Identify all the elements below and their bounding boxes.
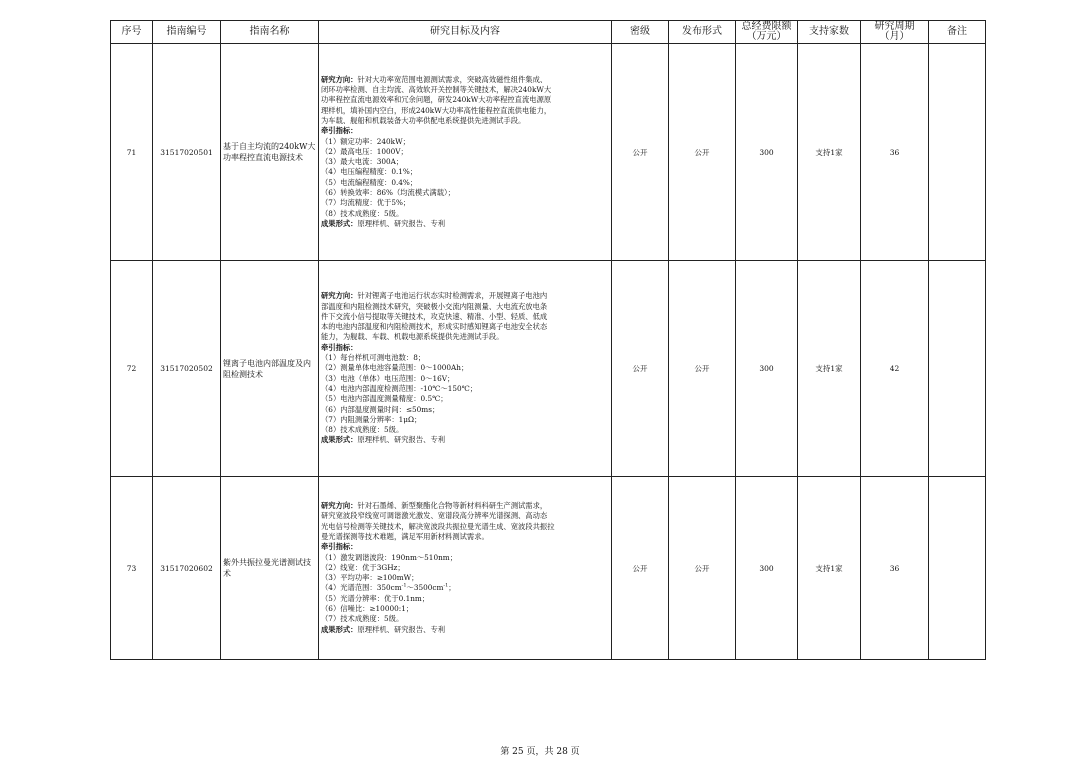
cell-period: 42 — [861, 261, 929, 477]
cell-support: 支持1家 — [798, 44, 861, 261]
cell-name: 紫外共振拉曼光谱测试技术 — [221, 477, 319, 660]
header-code: 指南编号 — [153, 21, 221, 44]
header-period: 研究周期 （月） — [861, 21, 929, 44]
direction-line-1: 研究方向：针对大功率宽范围电源测试需求，突破高效磁性组件集成、 — [321, 74, 548, 84]
index-item: （2）测量单体电池容量范围：0～1000Ah； — [321, 363, 469, 373]
cell-remark — [929, 477, 986, 660]
cell-period: 36 — [861, 44, 929, 261]
index-item: （3）电池（单体）电压范围：0～16V； — [321, 373, 455, 383]
direction-line: 功率程控直流电源效率和冗余问题，研发240kW大功率程控直流电源原 — [321, 95, 552, 105]
cell-remark — [929, 44, 986, 261]
index-item: （4）电压编程精度：0.1%； — [321, 167, 418, 177]
index-item: （6）信噪比：≥10000:1； — [321, 604, 414, 614]
cell-content — [319, 44, 612, 261]
header-row — [111, 21, 986, 44]
table-row — [111, 44, 986, 261]
index-item: （5）电流编程精度：0.4%； — [321, 177, 418, 187]
cell-publish: 公开 — [669, 44, 736, 261]
cell-code: 31517020502 — [153, 261, 221, 477]
cell-name: 锂离子电池内部温度及内阻检测技术 — [221, 261, 319, 477]
index-item: （7）均流精度：优于5%； — [321, 198, 411, 208]
direction-line: 部温度和内阻检测技术研究，突破极小交流内阻测量、大电流充放电条 — [321, 301, 548, 311]
index-item: （2）线宽：优于3GHz； — [321, 562, 405, 572]
index-item: （1）每台样机可测电池数：8； — [321, 353, 426, 363]
cell-content — [319, 477, 612, 660]
cell-seq: 72 — [111, 261, 153, 477]
cell-support: 支持1家 — [798, 477, 861, 660]
result-line: 成果形式：原理样机、研究报告、专利 — [321, 435, 446, 445]
index-item: （5）电池内部温度测量精度：0.5℃； — [321, 394, 448, 404]
index-item: （6）转换效率：86%（均流模式满载）； — [321, 188, 455, 198]
index-label: 牵引指标： — [321, 542, 358, 552]
index-item: （7）技术成熟度：5级。 — [321, 614, 404, 624]
cell-funding: 300 — [736, 477, 798, 660]
header-content: 研究目标及内容 — [319, 21, 612, 44]
cell-publish: 公开 — [669, 261, 736, 477]
cell-content — [319, 261, 612, 477]
index-item: （6）内部温度测量时间：≤50ms； — [321, 404, 440, 414]
cell-publish: 公开 — [669, 477, 736, 660]
table-row — [111, 261, 986, 477]
direction-line: 理样机，填补国内空白，形成240kW大功率高性能程控直流供电能力， — [321, 105, 552, 115]
cell-period: 36 — [861, 477, 929, 660]
direction-line: 曼光谱探测等技术难题，满足军用新材料测试需求。 — [321, 531, 489, 541]
header-secrecy: 密级 — [612, 21, 669, 44]
result-label: 成果形式： — [321, 435, 358, 445]
direction-line: 为车载、舰船和机载装备大功率供配电系统提供先进测试手段。 — [321, 115, 526, 125]
direction-line: 件下交流小信号提取等关键技术，攻克快速、精准、小型、轻质、低成 — [321, 311, 548, 321]
index-item: （8）技术成熟度：5级。 — [321, 208, 404, 218]
result-label: 成果形式： — [321, 218, 358, 228]
header-name: 指南名称 — [221, 21, 319, 44]
header-remark: 备注 — [929, 21, 986, 44]
index-item: （4）电池内部温度检测范围：-10℃～150℃； — [321, 383, 478, 393]
cell-seq: 71 — [111, 44, 153, 261]
direction-label: 研究方向： — [321, 74, 358, 84]
cell-name: 基于自主均流的240kW大功率程控直流电源技术 — [221, 44, 319, 261]
index-item: （3）最大电流：300A； — [321, 157, 404, 167]
cell-code: 31517020501 — [153, 44, 221, 261]
direction-line: 闭环功率检测、自主均流、高效软开关控制等关键技术，解决240kW大 — [321, 85, 552, 95]
cell-funding: 300 — [736, 261, 798, 477]
cell-funding: 300 — [736, 44, 798, 261]
cell-secrecy: 公开 — [612, 44, 669, 261]
cell-code: 31517020602 — [153, 477, 221, 660]
index-label: 牵引指标： — [321, 342, 358, 352]
direction-line: 光电信号检测等关键技术，解决宽波段共振拉曼光谱生成、宽波段共振拉 — [321, 521, 555, 531]
result-label: 成果形式： — [321, 624, 358, 634]
direction-label: 研究方向： — [321, 291, 358, 301]
cell-secrecy: 公开 — [612, 261, 669, 477]
header-funding: 总经费限额 （万元） — [736, 21, 798, 44]
cell-remark — [929, 261, 986, 477]
index-item: （3）平均功率：≥100mW； — [321, 573, 419, 583]
guide-table — [110, 20, 986, 660]
direction-label: 研究方向： — [321, 501, 358, 511]
index-item: （2）最高电压：1000V； — [321, 146, 408, 156]
result-line: 成果形式：原理样机、研究报告、专利 — [321, 218, 446, 228]
index-item: （1）激发调谐波段：190nm～510nm； — [321, 552, 457, 562]
header-seq: 序号 — [111, 21, 153, 44]
direction-line: 能力，为舰载、车载、机载电源系统提供先进测试手段。 — [321, 332, 504, 342]
result-line: 成果形式：原理样机、研究报告、专利 — [321, 624, 446, 634]
direction-line: 研究宽波段窄线宽可调谐激光激发、宽谱段高分辨率光谱探测、高动态 — [321, 511, 548, 521]
direction-line-1: 研究方向：针对石墨烯、新型聚酯化合物等新材料科研生产测试需求， — [321, 501, 548, 511]
cell-seq: 73 — [111, 477, 153, 660]
cell-support: 支持1家 — [798, 261, 861, 477]
direction-line-1: 研究方向：针对锂离子电池运行状态实时检测需求，开展锂离子电池内 — [321, 291, 548, 301]
index-item: （7）内阻测量分辨率：1μΩ； — [321, 414, 422, 424]
page-footer: 第 25 页，共 28 页 — [500, 747, 580, 757]
index-item: （4）光谱范围：$350cm^{-1}\sim 3500cm^{-1}$； — [321, 583, 456, 593]
header-publish: 发布形式 — [669, 21, 736, 44]
index-label: 牵引指标： — [321, 126, 358, 136]
header-support: 支持家数 — [798, 21, 861, 44]
index-item: （8）技术成熟度：5级。 — [321, 425, 404, 435]
cell-secrecy: 公开 — [612, 477, 669, 660]
index-item: （5）光谱分辨率：优于0.1nm； — [321, 593, 430, 603]
table-row — [111, 477, 986, 660]
index-item: （1）额定功率：240kW； — [321, 136, 410, 146]
direction-line: 本的电池内部温度和内阻检测技术，形成实时感知锂离子电池安全状态 — [321, 322, 548, 332]
